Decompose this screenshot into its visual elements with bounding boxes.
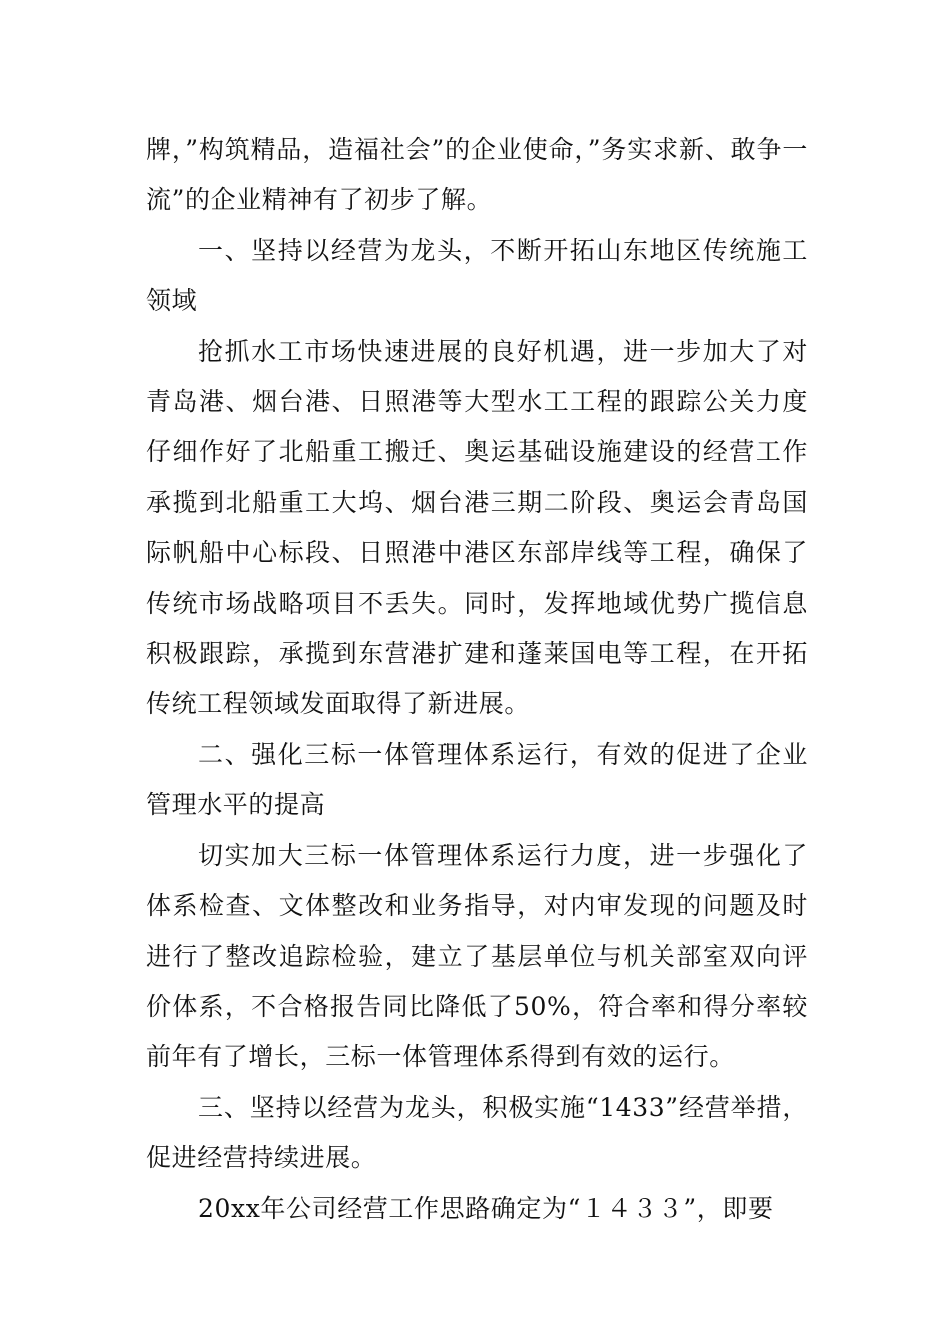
section-heading-1: 一、坚持以经营为龙头，不断开拓山东地区传统施工领域 <box>146 235 808 316</box>
section-heading-3: 三、坚持以经营为龙头，积极实施“1433”经营举措，促进经营持续进展。 <box>146 1092 808 1173</box>
paragraph-continuation: 牌，”构筑精品，造福社会”的企业使命，”务实求新、敢争一流”的企业精神有了初步了解。 <box>146 135 808 215</box>
section-heading-2: 二、强化三标一体管理体系运行，有效的促进了企业管理水平的提高 <box>146 739 808 820</box>
paragraph-section-3: 20xx年公司经营工作思路确定为“１４３３”，即要 <box>198 1193 774 1223</box>
document-body <box>146 125 808 1234</box>
paragraph-section-1: 抢抓水工市场快速进展的良好机遇，进一步加大了对青岛港、烟台港、日照港等大型水工工程的跟踪公关力度仔细作好了北船重工搬迁、奥运基础设施建设的经营工作承揽到北船重工大坞、烟台港三期二阶段、奥运会青岛国际帆船中心标段、日照港中港区东部岸线等工程，确保了传统市场战略项目不丢失。同时，发挥地域优势广揽信息积极跟踪，承揽到东营港扩建和蓬莱国电等工程，在开拓传统工程领域发面取得了新进展。 <box>146 336 808 719</box>
paragraph-section-2: 切实加大三标一体管理体系运行力度，进一步强化了体系检查、文体整改和业务指导，对内审发现的问题及时进行了整改追踪检验，建立了基层单位与机关部室双向评价体系，不合格报告同比降低了50%，符合率和得分率较前年有了增长，三标一体管理体系得到有效的运行。 <box>146 840 808 1072</box>
